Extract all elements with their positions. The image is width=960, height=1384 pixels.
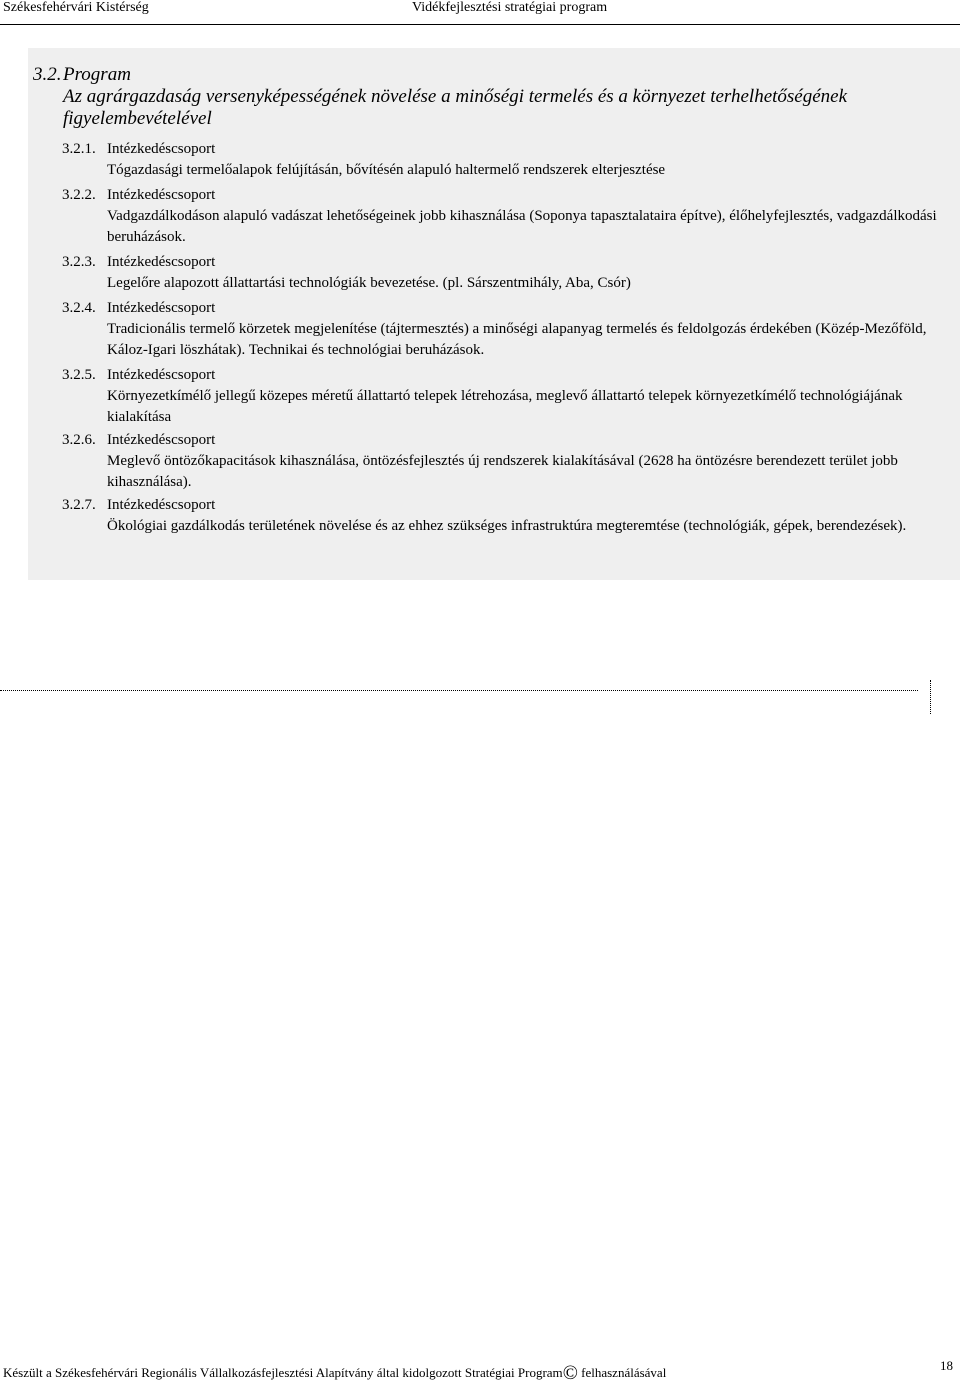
section-number: 3.2.: [33, 64, 62, 85]
group-number: 3.2.5.: [62, 367, 96, 383]
header-left-title: Székesfehérvári Kistérség: [3, 0, 149, 15]
footer-text: [3, 1362, 667, 1384]
group-label: Intézkedéscsoport: [107, 300, 216, 316]
measure-group-5: [62, 365, 942, 428]
group-number: 3.2.1.: [62, 141, 96, 157]
group-label: Intézkedéscsoport: [107, 187, 216, 203]
section-heading: [33, 64, 933, 130]
section-title-line2: Az agrárgazdaság versenyképességének növelése a minőségi termelés és a környezet terhelhetőségének: [63, 86, 848, 107]
group-label: Intézkedéscsoport: [107, 497, 216, 513]
copyright-icon: ©: [562, 1362, 578, 1384]
page-number: 18: [940, 1358, 953, 1373]
measure-group-2: [62, 185, 942, 248]
group-number: 3.2.7.: [62, 497, 96, 513]
section-title-line1: Program: [63, 64, 131, 85]
group-label: Intézkedéscsoport: [107, 367, 216, 383]
section-title-line3: figyelembevételével: [63, 108, 212, 129]
measure-group-1: [62, 139, 942, 181]
page-footer: [0, 672, 960, 1384]
group-number: 3.2.4.: [62, 300, 96, 316]
group-description: Környezetkímélő jellegű közepes méretű állattartó telepek létrehozása, meglevő állattartó telepek környezetkímélő technológiájának kialakítása: [107, 388, 903, 425]
group-label: Intézkedéscsoport: [107, 432, 216, 448]
footer-text-after: felhasználásával: [577, 1365, 667, 1380]
header-divider: [0, 24, 960, 25]
group-number: 3.2.6.: [62, 432, 96, 448]
group-description: Vadgazdálkodáson alapuló vadászat lehetőségeinek jobb kihasználása (Soponya tapasztalataira építve), élőhelyfejlesztés, vadgazdálkodási beruházások.: [107, 208, 937, 245]
measure-group-7: [62, 495, 942, 537]
group-description: Ökológiai gazdálkodás területének növelése és az ehhez szükséges infrastruktúra megteremtése (technológiák, gépek, berendezések).: [107, 518, 907, 534]
group-label: Intézkedéscsoport: [107, 141, 216, 157]
group-description: Meglevő öntözőkapacitások kihasználása, öntözésfejlesztés új rendszerek kialakításával (2628 ha öntözésre berendezett terület jobb kihasználása).: [107, 453, 898, 490]
page-header: [0, 0, 960, 24]
measure-group-6: [62, 430, 942, 493]
group-description: Legelőre alapozott állattartási technológiák bevezetése. (pl. Sárszentmihály, Aba, Csór): [107, 275, 631, 291]
group-label: Intézkedéscsoport: [107, 254, 216, 270]
measure-group-3: [62, 252, 942, 294]
header-center-title: Vidékfejlesztési stratégiai program: [412, 0, 608, 15]
group-number: 3.2.3.: [62, 254, 96, 270]
group-description: Tradicionális termelő körzetek megjelenítése (tájtermesztés) a minőségi alapanyag termelés és feldolgozás érdekében (Közép-Mezőföld, Káloz-Igari löszhátak). Technikai és technológiai beruházások.: [107, 321, 927, 358]
group-description: Tógazdasági termelőalapok felújításán, bővítésén alapuló haltermelő rendszerek elterjesztése: [107, 162, 666, 178]
group-number: 3.2.2.: [62, 187, 96, 203]
footer-text-before: Készült a Székesfehérvári Regionális Vállalkozásfejlesztési Alapítvány által kidolgozott Stratégiai Program: [3, 1365, 563, 1380]
measure-group-4: [62, 298, 942, 361]
